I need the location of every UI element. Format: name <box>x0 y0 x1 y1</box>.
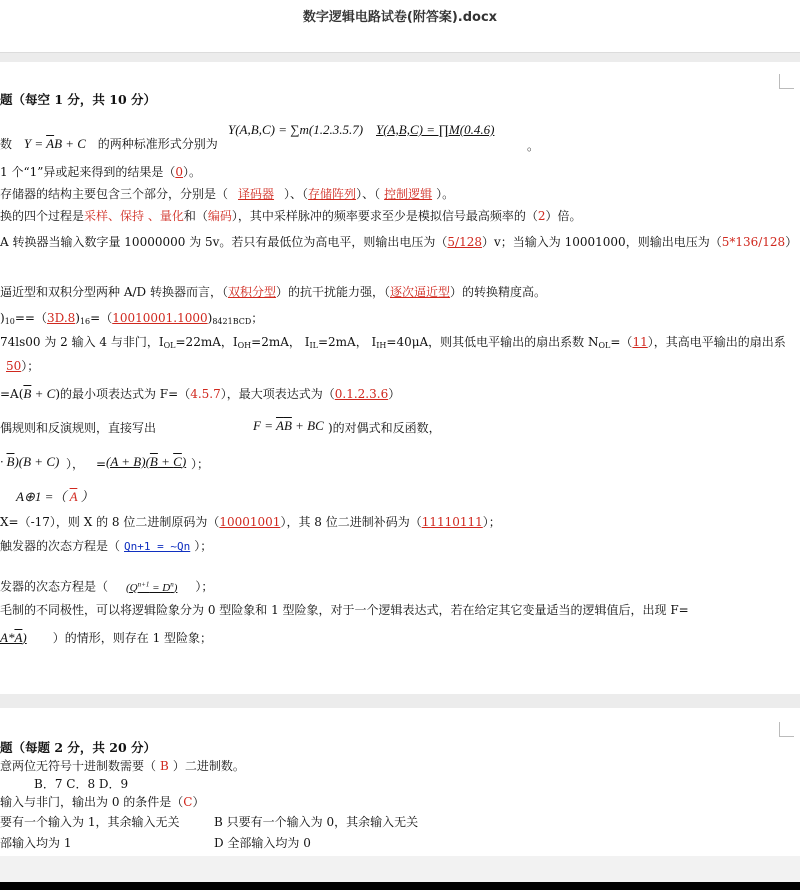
document-title: 数字逻辑电路试卷(附答案).docx <box>302 10 498 25</box>
window-titlebar <box>0 0 800 53</box>
section-heading-multiple-choice: 题（每题 2 分，共 20 分） <box>0 740 157 755</box>
standard-form-product: Y(A,B,C) = ∏M(0.4.6) <box>376 122 495 137</box>
q16-text: 毛制的不同极性，可以将逻辑险象分为 0 型险象和 1 型险象，对于一个逻辑表达式，若在给定其它变量适当的逻辑值后，出现 F= <box>0 603 689 617</box>
q10-text: 偶规则和反演规则，直接写出 <box>0 421 157 435</box>
q10-formula: $F = \overline{A}\overline{B}$ + BC <box>253 418 324 433</box>
bottom-bar <box>0 882 800 890</box>
section-heading-fill-blank: 题（每空 1 分，共 10 分） <box>0 92 157 107</box>
q9-text: $=A(\overline{B} + C)$的最小项表达式为 F=（4.5.7），最大项表达式为（0.1.2.3.6） <box>0 386 401 401</box>
mc-q2-option-b: B 只要有一个输入为 0，其余输入无关 <box>214 815 419 829</box>
document-page-1[interactable]: 题（每空 1 分，共 10 分） 数 $Y = \overline{A}B + C$ 的两种标准形式分别为 Y(A,B,C) = ∑m(1.2.3.5.7) Y(A,B,C) = ∏M(0.4.6) 。 1 个“1”异或起来得到的结果是（0）。 存储器的结构主要包含三个部分，分别是（ 译码器 ）、（存储阵列）、（ 控制逻辑 ）。 换的四个过程是采样、保持 、量化和（编码），其中采样脉冲的频率要求至少是模拟信号最高频率的（2）倍。 A 转换器当输入数字量 10000000 为 5v。若只有最低位为高电平，则输出电压为（5/128）v；当输入为 10001000，则输出电压为（5*136/128） 逼近型和双积分型两种 A/D 转换器而言，（双积分型）的抗干扰能力强，（逐次逼近型）的转换精度高。 )$_{10}==(3D.8)_{16}=(10010001.1000)_{8421BCD}$； 74ls00 为 2 输入 4 与非门，$I_{OL}=22mA$，$I_{OH}=2mA$， $I_{IL}=2mA$， $I_{IH}=40\mu A$，则其低电平输出的扇出系数 $N_{OL}=(11)$，其高电平输出的扇出系 50）； $=A(\overline{B} + C)$的最小项表达式为 F=（4.5.7），最大项表达式为（0.1.2.3.6） 偶规则和反演规则，直接写出 $F = \overline{A}\overline{B}$ + BC )的对偶式和反函数， · $\overline{B})(B + C)$ ）， = (A + B)(B + C) ）； A⊕1 =（ $\overline{A}$ ） X=（-17），则 X 的 8 位二进制原码为（10001001），其 8 位二进制补码为（11110111）； 触发器的次态方程是（ Qn+1 = ~Qn ）； 发器的次态方程是（ $(Q^{n+1} = D^n)$ ）； 毛制的不同极性，可以将逻辑险象分为 0 型险象和 1 型险象，对于一个逻辑表达式，若在给定其它变量适当的逻辑值后，出现 F= A*A) ）的情形，则存在 1 型险象； <box>0 62 800 694</box>
scroll-area-gap <box>0 856 800 882</box>
q8-text-cont: 50）； <box>6 359 40 373</box>
q10-inverse-answer: (A + B)(B + C) <box>106 454 187 469</box>
q4-text: 换的四个过程是采样、保持 、量化和（编码），其中采样脉冲的频率要求至少是模拟信号最高频率的（2）倍。 <box>0 209 582 223</box>
mc-q2-option-c: 部输入均为 1 <box>0 836 72 850</box>
q17-text: A*A) ）的情形，则存在 1 型险象； <box>0 630 213 645</box>
function-expression: $Y = \overline{A}B + C$ <box>23 136 86 151</box>
q6-text: 逼近型和双积分型两种 A/D 转换器而言，（双积分型）的抗干扰能力强，（逐次逼近型）的转换精度高。 <box>0 285 547 299</box>
q10-dual-expression: · $\overline{B})(B + C)$ <box>0 454 60 469</box>
q17-formula: A*A) <box>0 630 27 645</box>
q8-text: 74ls00 为 2 输入 4 与非门，$I_{OL}=22mA$，$I_{OH}=2mA$， $I_{IL}=2mA$， $I_{IH}=40\mu A$，则其低电平输出的扇出系数 $N_{OL}=(11)$，其高电平输出的扇出系 <box>0 335 786 350</box>
q5-text: A 转换器当输入数字量 10000000 为 5v。若只有最低位为高电平，则输出电压为（5/128）v；当输入为 10001000，则输出电压为（5*136/128） <box>0 235 798 249</box>
page-corner-mark <box>779 722 794 737</box>
mc-q2-option-a: 要有一个输入为 1，其余输入无关 <box>0 815 180 829</box>
q2-text: 1 个“1”异或起来得到的结果是（0）。 <box>0 165 202 179</box>
q13-text: X=（-17），则 X 的 8 位二进制原码为（10001001），其 8 位二进制补码为（11110111）； <box>0 515 501 529</box>
q15-answer: $(Q^{n+1} = D^n)$ <box>126 580 178 594</box>
mc-q1-options: B．7 C．8 D．9 <box>34 777 129 791</box>
page-corner-mark <box>779 74 794 89</box>
mc-q2-text: 输入与非门，输出为 0 的条件是（C） <box>0 795 205 809</box>
mc-q1-text: 意两位无符号十进制数需要（ B ）二进制数。 <box>0 759 245 773</box>
answer: 0 <box>175 165 183 179</box>
standard-form-sum: Y(A,B,C) = ∑m(1.2.3.5.7) <box>228 122 364 137</box>
mc-q2-option-d: D 全部输入均为 0 <box>214 836 311 850</box>
q7-text: )$_{10}==(3D.8)_{16}=(10010001.1000)_{8421BCD}$； <box>0 311 264 326</box>
document-page-2[interactable] <box>0 708 800 856</box>
q14-text: 触发器的次态方程是（ Qn+1 = ~Qn ）； <box>0 539 213 553</box>
q9-formula: $\overline{B} + C$ <box>23 386 56 401</box>
q3-text: 存储器的结构主要包含三个部分，分别是（ 译码器 ）、（存储阵列）、（ 控制逻辑 ）。 <box>0 187 455 201</box>
q15-text: 发器的次态方程是（ $(Q^{n+1} = D^n)$ ）； <box>0 579 214 594</box>
q1-text: 数 $Y = \overline{A}B + C$ 的两种标准形式分别为 <box>0 136 218 151</box>
q12-text: A⊕1 =（ $\overline{A}$ ） <box>16 489 94 504</box>
